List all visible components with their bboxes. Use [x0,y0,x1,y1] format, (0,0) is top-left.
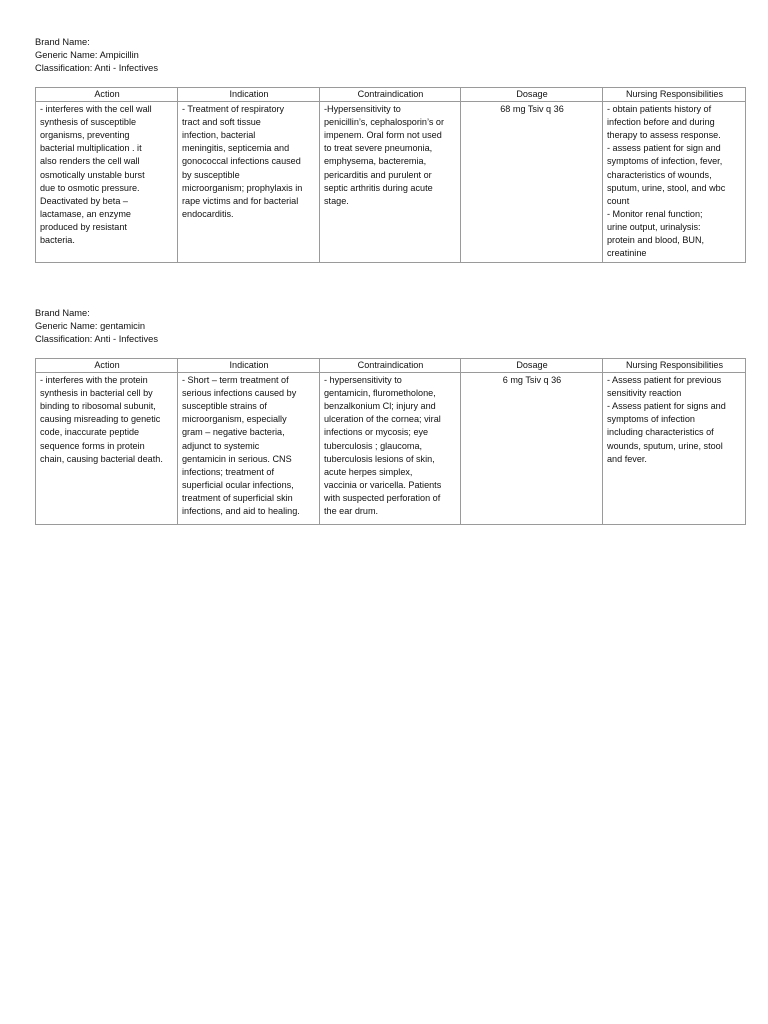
cell-text-line: creatinine [607,248,647,259]
cell-text-line: count [607,195,630,206]
cell-text-line: bacteria. [40,235,75,246]
header-indication: Indication [178,88,320,102]
header-nursing-responsibilities: Nursing Responsibilities [603,88,746,102]
cell-text-line: infection, bacterial [182,130,256,141]
cell-text-line: Deactivated by beta – [40,195,128,206]
cell-text-line: chain, causing bacterial death. [40,453,163,464]
action-cell [36,102,178,263]
cell-text-line: -Hypersensitivity to [324,104,401,115]
cell-text-line: organisms, preventing [40,130,130,141]
header-action: Action [36,88,178,102]
contraindication-cell [320,102,461,263]
cell-text-line: sensitivity reaction [607,388,682,399]
contraindication-cell [320,373,461,525]
cell-text-line: synthesis in bacterial cell by [40,388,153,399]
cell-text-line: protein and blood, BUN, [607,235,705,246]
cell-text-line: - obtain patients history of [607,104,712,115]
drug-table [35,358,746,525]
drug-table [35,87,746,263]
cell-text-line: with suspected perforation of [324,492,441,503]
cell-text-line: meningitis, septicemia and [182,143,290,154]
cell-text-line: pericarditis and purulent or [324,169,432,180]
cell-text-line: superficial ocular infections, [182,479,294,490]
cell-text-line: produced by resistant [40,221,127,232]
cell-text-line: lactamase, an enzyme [40,208,131,219]
cell-text-line: - Treatment of respiratory [182,104,285,115]
drug-card-ampicillin [35,36,745,263]
cell-text-line: infections; treatment of [182,466,274,477]
indication-cell [178,373,320,525]
dosage-cell: 6 mg Tsiv q 36 [461,373,603,525]
cell-text-line: osmotically unstable burst [40,169,145,180]
cell-text-line: microorganism, especially [182,414,287,425]
cell-text-line: also renders the cell wall [40,156,140,167]
header-dosage: Dosage [461,88,603,102]
cell-text-line: acute herpes simplex, [324,466,413,477]
cell-text-line: and fever. [607,453,647,464]
dosage-cell: 68 mg Tsiv q 36 [461,102,603,263]
cell-text-line: causing misreading to genetic [40,414,161,425]
generic-name-label: Generic Name: gentamicin [35,321,146,331]
cell-text-line: tuberculosis lesions of skin, [324,453,435,464]
cell-text-line: - assess patient for sign and [607,143,721,154]
cell-text-line: adjunct to systemic [182,440,260,451]
cell-text-line: including characteristics of [607,427,714,438]
cell-text-line: serious infections caused by [182,388,297,399]
cell-text-line: penicillin’s, cephalosporin’s or [324,117,444,128]
header-dosage: Dosage [461,359,603,373]
cell-text-line: code, inaccurate peptide [40,427,140,438]
cell-text-line: - interferes with the protein [40,375,148,386]
cell-text-line: tuberculosis ; glaucoma, [324,440,423,451]
cell-text-line: vaccinia or varicella. Patients [324,479,442,490]
cell-text-line: sputum, urine, stool, and wbc [607,182,726,193]
cell-text-line: due to osmotic pressure. [40,182,140,193]
cell-text-line: tract and soft tissue [182,117,261,128]
header-nursing-responsibilities: Nursing Responsibilities [603,359,746,373]
generic-name-label: Generic Name: Ampicillin [35,50,139,60]
header-contraindication: Contraindication [320,88,461,102]
classification-label: Classification: Anti - Infectives [35,63,158,73]
cell-text-line: endocarditis. [182,208,234,219]
nursing-responsibilities-cell [603,373,746,525]
nursing-responsibilities-cell [603,102,746,263]
cell-text-line: characteristics of wounds, [607,169,712,180]
cell-text-line: impenem. Oral form not used [324,130,442,141]
brand-name-label: Brand Name: [35,308,90,318]
table-row [36,373,746,525]
table-row [36,102,746,263]
cell-text-line: infections or mycosis; eye [324,427,429,438]
table-header-row [36,359,746,373]
cell-text-line: microorganism; prophylaxis in [182,182,303,193]
cell-text-line: the ear drum. [324,506,379,517]
indication-cell [178,102,320,263]
cell-text-line: treatment of superficial skin [182,492,293,503]
cell-text-line: by susceptible [182,169,240,180]
cell-text-line: - interferes with the cell wall [40,104,152,115]
cell-text-line: ulceration of the cornea; viral [324,414,441,425]
cell-text-line: symptoms of infection, fever, [607,156,723,167]
header-action: Action [36,359,178,373]
cell-text-line: benzalkonium Cl; injury and [324,401,436,412]
cell-text-line: binding to ribosomal subunit, [40,401,156,412]
cell-text-line: synthesis of susceptible [40,117,137,128]
cell-text-line: stage. [324,195,349,206]
cell-text-line: gonococcal infections caused [182,156,301,167]
cell-text-line: - hypersensitivity to [324,375,402,386]
cell-text-line: - Monitor renal function; [607,208,703,219]
cell-text-line: - Assess patient for signs and [607,401,726,412]
cell-text-line: emphysema, bacteremia, [324,156,427,167]
brand-name-label: Brand Name: [35,37,90,47]
cell-text-line: urine output, urinalysis: [607,221,701,232]
cell-text-line: gentamicin in serious. CNS [182,453,292,464]
cell-text-line: gentamicin, flurometholone, [324,388,436,399]
cell-text-line: bacterial multiplication . it [40,143,142,154]
cell-text-line: to treat severe pneumonia, [324,143,433,154]
cell-text-line: susceptible strains of [182,401,267,412]
cell-text-line: - Assess patient for previous [607,375,722,386]
cell-text-line: septic arthritis during acute [324,182,433,193]
cell-text-line: - Short – term treatment of [182,375,289,386]
table-header-row [36,88,746,102]
action-cell [36,373,178,525]
header-contraindication: Contraindication [320,359,461,373]
cell-text-line: rape victims and for bacterial [182,195,299,206]
cell-text-line: infection before and during [607,117,715,128]
cell-text-line: infections, and aid to healing. [182,506,300,517]
classification-label: Classification: Anti - Infectives [35,334,158,344]
cell-text-line: sequence forms in protein [40,440,145,451]
cell-text-line: symptoms of infection [607,414,695,425]
header-indication: Indication [178,359,320,373]
cell-text-line: gram – negative bacteria, [182,427,285,438]
cell-text-line: wounds, sputum, urine, stool [607,440,723,451]
drug-card-gentamicin [35,307,745,525]
cell-text-line: therapy to assess response. [607,130,721,141]
